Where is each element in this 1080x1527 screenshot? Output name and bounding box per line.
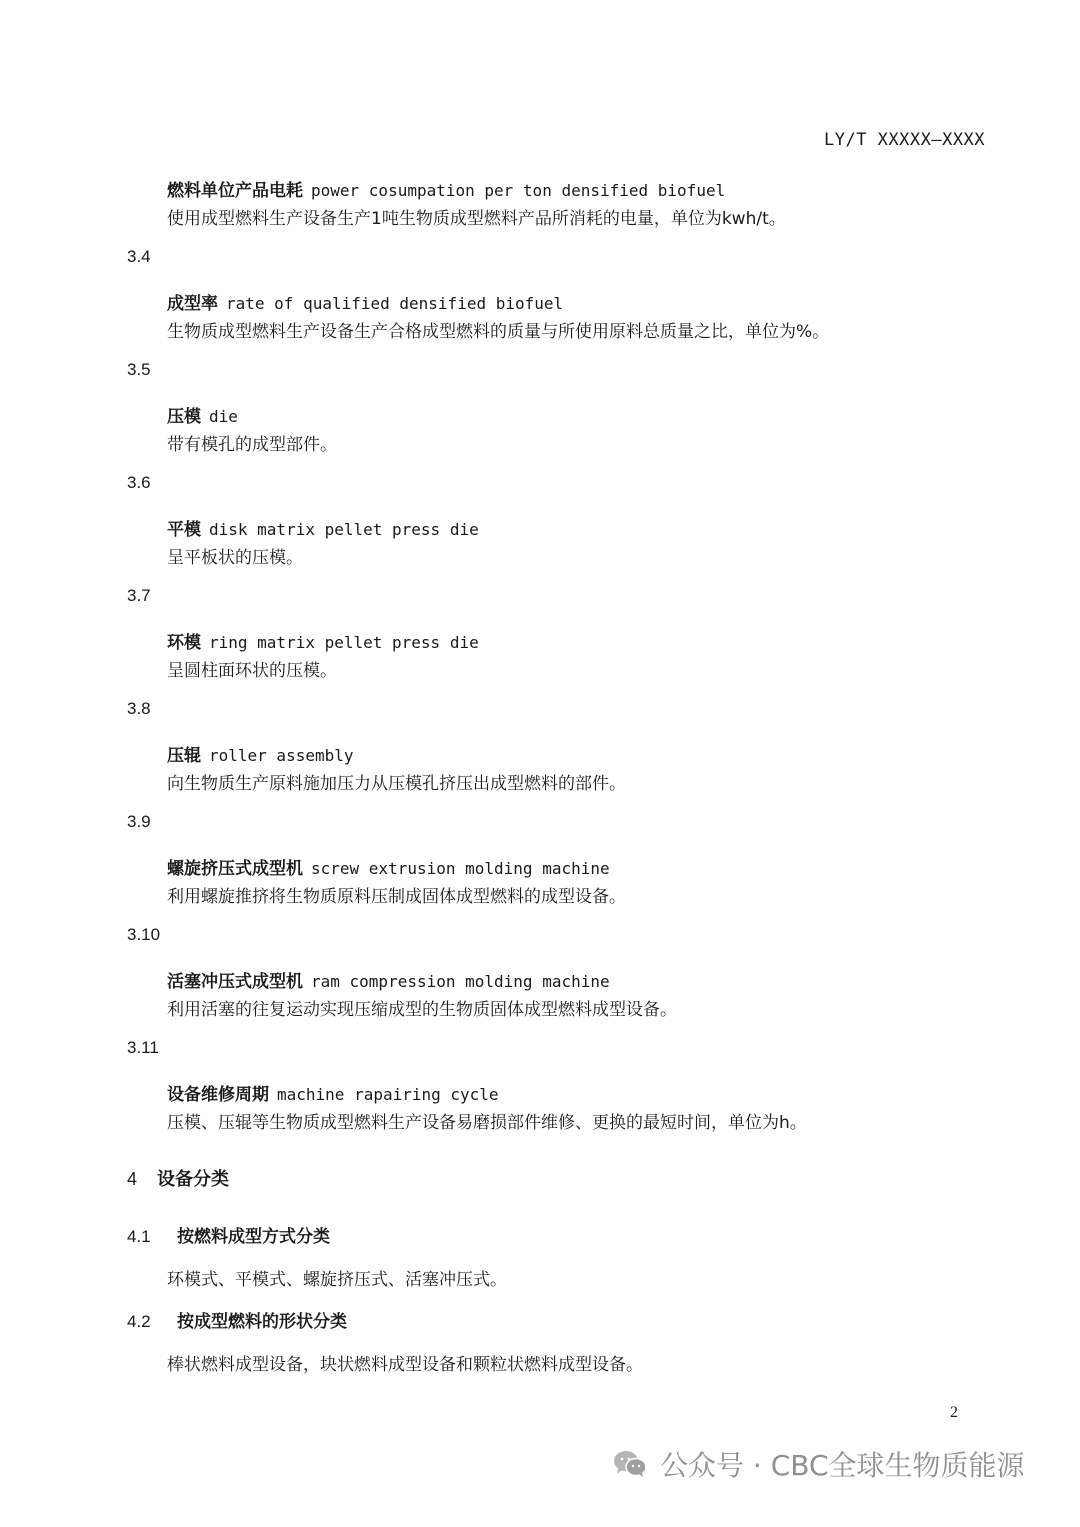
subsection-heading (127, 1222, 330, 1247)
subsection-number: 4.1 (127, 1227, 151, 1246)
term-en: die (209, 407, 238, 426)
term-number: 3.4 (127, 247, 151, 266)
term-number: 3.10 (127, 925, 161, 944)
term-title (167, 289, 563, 314)
term-title (167, 967, 610, 992)
term-cn: 燃料单位产品电耗 (167, 181, 303, 201)
term-cn: 设备维修周期 (167, 1085, 269, 1105)
term-title (167, 515, 479, 540)
term-title (167, 176, 725, 201)
term-cn: 压辊 (167, 746, 201, 766)
wechat-icon (612, 1449, 648, 1479)
term-en: disk matrix pellet press die (209, 520, 479, 539)
term-en: screw extrusion molding machine (311, 859, 610, 878)
term-number: 3.7 (127, 586, 151, 605)
subsection-body: 环模式、平模式、螺旋挤压式、活塞冲压式。 (167, 1270, 507, 1290)
term-definition: 呈圆柱面环状的压模。 (167, 661, 337, 681)
term-number: 3.6 (127, 473, 151, 492)
term-title (167, 1080, 499, 1105)
term-title (167, 854, 610, 879)
term-en: ring matrix pellet press die (209, 633, 479, 652)
term-title (167, 402, 238, 427)
term-definition: 利用活塞的往复运动实现压缩成型的生物质固体成型燃料成型设备。 (167, 1000, 677, 1020)
term-cn: 环模 (167, 633, 201, 653)
term-number: 3.5 (127, 360, 151, 379)
footer-watermark (612, 1444, 1025, 1484)
term-cn: 压模 (167, 407, 201, 427)
term-number: 3.9 (127, 812, 151, 831)
term-en: power cosumpation per ton densified biofuel (311, 181, 726, 200)
page-number: 2 (950, 1404, 958, 1421)
term-title (167, 741, 354, 766)
term-en: rate of qualified densified biofuel (226, 294, 564, 313)
term-en: roller assembly (209, 746, 354, 765)
term-title (167, 628, 479, 653)
term-number: 3.11 (127, 1038, 159, 1057)
footer-watermark-text: 公众号 · CBC全球生物质能源 (660, 1449, 1025, 1482)
term-cn: 成型率 (167, 294, 218, 314)
term-number: 3.8 (127, 699, 151, 718)
term-en: machine rapairing cycle (277, 1085, 499, 1104)
section-heading (127, 1165, 229, 1191)
term-cn: 螺旋挤压式成型机 (167, 859, 303, 879)
subsection-heading (127, 1307, 347, 1332)
section-number: 4 (127, 1169, 138, 1189)
term-en: ram compression molding machine (311, 972, 610, 991)
standard-code: LY/T XXXXX—XXXX (824, 130, 986, 150)
subsection-body: 棒状燃料成型设备，块状燃料成型设备和颗粒状燃料成型设备。 (167, 1355, 643, 1375)
subsection-title: 按燃料成型方式分类 (177, 1227, 330, 1247)
term-definition: 使用成型燃料生产设备生产1吨生物质成型燃料产品所消耗的电量，单位为kwh/t。 (167, 209, 786, 229)
term-definition: 向生物质生产原料施加压力从压模孔挤压出成型燃料的部件。 (167, 774, 626, 794)
term-cn: 活塞冲压式成型机 (167, 972, 303, 992)
term-definition: 呈平板状的压模。 (167, 548, 303, 568)
subsection-title: 按成型燃料的形状分类 (177, 1312, 347, 1332)
term-definition: 压模、压辊等生物质成型燃料生产设备易磨损部件维修、更换的最短时间，单位为h。 (167, 1113, 807, 1133)
section-title: 设备分类 (157, 1169, 229, 1190)
term-cn: 平模 (167, 520, 201, 540)
subsection-number: 4.2 (127, 1312, 151, 1331)
term-definition: 带有模孔的成型部件。 (167, 435, 337, 455)
term-definition: 生物质成型燃料生产设备生产合格成型燃料的质量与所使用原料总质量之比，单位为%。 (167, 322, 830, 342)
term-definition: 利用螺旋推挤将生物质原料压制成固体成型燃料的成型设备。 (167, 887, 626, 907)
